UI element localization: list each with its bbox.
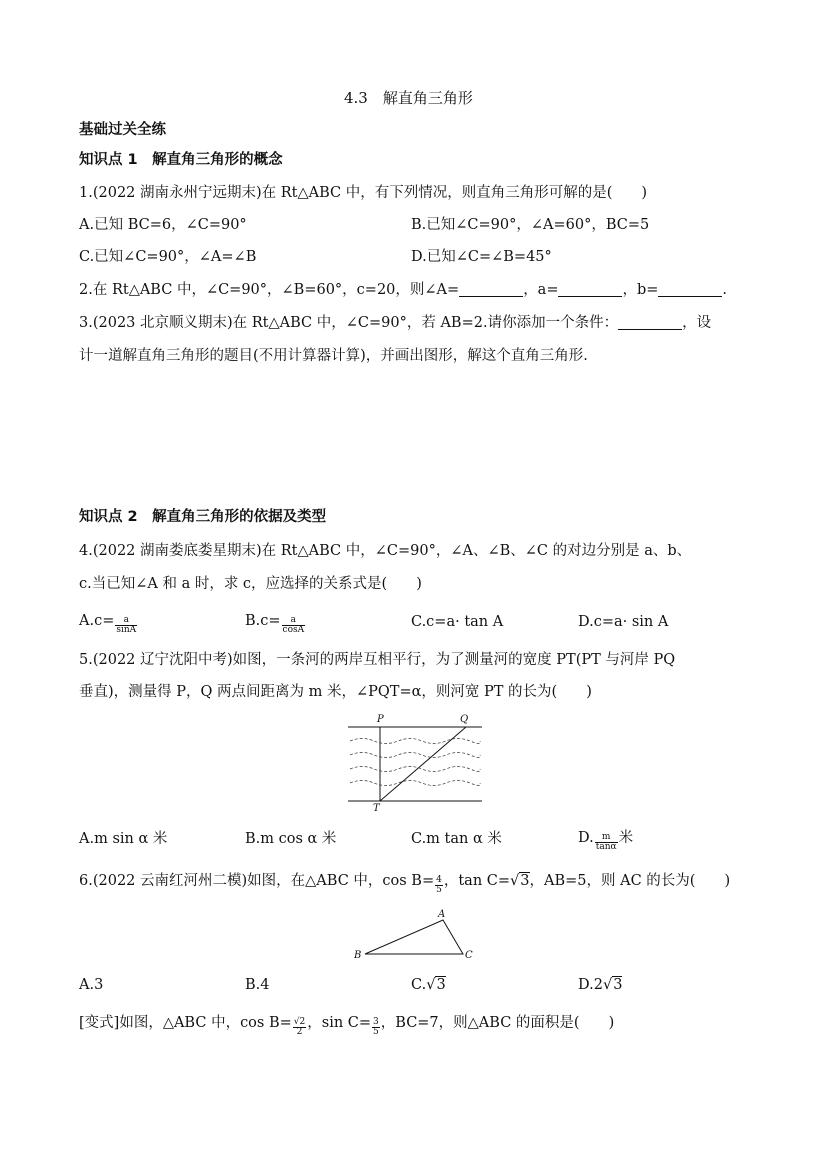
fraction-root2-over-2 xyxy=(293,1018,306,1037)
question-1-option-d: D.已知∠C=∠B=45° xyxy=(411,249,552,265)
variant-text-2: ，sin C= xyxy=(307,1015,372,1031)
fraction-denominator: 2 xyxy=(296,1027,303,1037)
question-3-line-2: 计一道解直角三角形的题目(不用计算器计算)，并画出图形，解这个直角三角形. xyxy=(79,348,588,364)
question-6-stem xyxy=(79,871,730,895)
fraction-denominator: tanα xyxy=(595,842,617,852)
question-4-option-c: C.c=a· tan A xyxy=(411,614,504,630)
variant-question xyxy=(79,1013,614,1037)
question-4-option-b xyxy=(245,611,306,635)
question-1-option-a: A.已知 BC=6，∠C=90° xyxy=(79,217,247,233)
sqrt-radicand: 3 xyxy=(613,977,623,993)
question-1-option-c: C.已知∠C=90°，∠A=∠B xyxy=(79,249,257,265)
fraction-numerator: 4 xyxy=(436,875,442,885)
fraction-denominator: cosA xyxy=(282,625,305,635)
fraction-numerator: √2 xyxy=(293,1017,306,1027)
sqrt-radicand: 3 xyxy=(520,873,530,889)
question-5-option-a: A.m sin α 米 xyxy=(79,831,168,847)
sqrt-symbol: √ xyxy=(510,873,520,889)
option-d-unit: 米 xyxy=(618,830,634,846)
page-title: 4.3 解直角三角形 xyxy=(344,89,473,107)
triangle-figure xyxy=(348,906,488,966)
question-4-option-d: D.c=a· sin A xyxy=(578,614,669,630)
question-6-text-2: ，tan C= xyxy=(443,873,511,889)
option-a-prefix: A.c= xyxy=(79,613,115,629)
fraction-a-over-cosa xyxy=(282,616,306,635)
variant-text: [变式]如图，△ABC 中，cos B= xyxy=(79,1015,292,1031)
option-b-prefix: B.c= xyxy=(245,613,281,629)
fraction-denominator: 5 xyxy=(373,1027,379,1037)
question-6-option-d xyxy=(578,975,622,995)
question-1-stem: 1.(2022 湖南永州宁远期末)在 Rt△ABC 中，有下列情况，则直角三角形可解的是( ) xyxy=(79,185,648,201)
question-5-line-2: 垂直)，测量得 P，Q 两点间距离为 m 米，∠PQT=α，则河宽 PT 的长为( ) xyxy=(79,684,592,700)
question-5-option-d xyxy=(578,828,633,852)
question-2-b-label: ，b= xyxy=(622,282,659,298)
question-1-option-b: B.已知∠C=90°，∠A=60°，BC=5 xyxy=(411,217,650,233)
wave-line xyxy=(350,739,480,744)
question-2 xyxy=(79,280,727,300)
question-2-text: 2.在 Rt△ABC 中，∠C=90°，∠B=60°，c=20，则∠A= xyxy=(79,282,460,298)
question-3-line-1 xyxy=(79,313,711,333)
question-5-option-c: C.m tan α 米 xyxy=(411,831,502,847)
fraction-numerator: a xyxy=(115,616,137,626)
question-2-end: . xyxy=(722,282,728,298)
question-6-text-3: ，AB=5，则 AC 的长为( ) xyxy=(529,873,731,889)
river-figure xyxy=(340,710,490,814)
question-4-line-2: c.当已知∠A 和 a 时，求 c，应选择的关系式是( ) xyxy=(79,576,422,592)
option-d-prefix: D.2 xyxy=(578,977,603,993)
wave-line xyxy=(350,753,480,758)
question-3-text-end: ，设 xyxy=(682,315,712,331)
question-6-text: 6.(2022 云南红河州二模)如图，在△ABC 中，cos B= xyxy=(79,873,435,889)
fraction-m-over-tan xyxy=(595,833,618,852)
knowledge-point-2-heading: 知识点 2 解直角三角形的依据及类型 xyxy=(79,509,327,525)
fraction-four-fifths xyxy=(435,876,443,895)
sqrt-symbol: √ xyxy=(602,977,613,993)
question-6-option-a: A.3 xyxy=(79,977,104,993)
question-4-line-1: 4.(2022 湖南娄底娄星期末)在 Rt△ABC 中，∠C=90°，∠A、∠B、∠C 的对边分别是 a、b、 xyxy=(79,543,692,559)
fraction-numerator: m xyxy=(595,833,618,843)
point-label-q: Q xyxy=(460,714,469,725)
vertex-label-c: C xyxy=(465,950,473,961)
answer-blank-b[interactable] xyxy=(658,282,722,297)
question-6-option-c xyxy=(411,975,446,995)
fraction-denominator: 5 xyxy=(436,885,442,895)
question-4-option-a xyxy=(79,611,138,635)
option-d-prefix: D. xyxy=(578,830,594,846)
question-2-a-label: ，a= xyxy=(523,282,559,298)
triangle-abc xyxy=(365,920,463,954)
point-label-p: P xyxy=(377,714,384,725)
question-5-line-1: 5.(2022 辽宁沈阳中考)如图，一条河的两岸互相平行，为了测量河的宽度 PT(PT 与河岸 PQ xyxy=(79,652,676,668)
fraction-denominator: sinA xyxy=(116,625,137,635)
vertex-label-b: B xyxy=(354,950,362,961)
wave-line xyxy=(350,781,480,786)
section-heading: 基础过关全练 xyxy=(79,122,166,138)
answer-blank-angle-a[interactable] xyxy=(459,282,523,297)
sqrt-symbol: √ xyxy=(426,977,436,993)
point-label-t: T xyxy=(373,803,380,814)
variant-text-3: ，BC=7，则△ABC 的面积是( ) xyxy=(380,1015,615,1031)
fraction-three-fifths xyxy=(372,1018,380,1037)
fraction-a-over-sina xyxy=(115,616,137,635)
vertex-label-a: A xyxy=(438,909,446,920)
fraction-numerator: a xyxy=(282,616,306,626)
knowledge-point-1-heading: 知识点 1 解直角三角形的概念 xyxy=(79,152,283,168)
question-6-option-b: B.4 xyxy=(245,977,270,993)
answer-blank-condition[interactable] xyxy=(618,315,682,330)
water-waves xyxy=(350,739,480,786)
question-5-option-b: B.m cos α 米 xyxy=(245,831,337,847)
option-c-prefix: C. xyxy=(411,977,427,993)
segment-qt xyxy=(380,727,466,801)
fraction-numerator: 3 xyxy=(373,1017,379,1027)
answer-blank-a[interactable] xyxy=(558,282,622,297)
question-3-text: 3.(2023 北京顺义期末)在 Rt△ABC 中，∠C=90°，若 AB=2.请你添加一个条件： xyxy=(79,315,619,331)
sqrt-radicand: 3 xyxy=(436,977,446,993)
